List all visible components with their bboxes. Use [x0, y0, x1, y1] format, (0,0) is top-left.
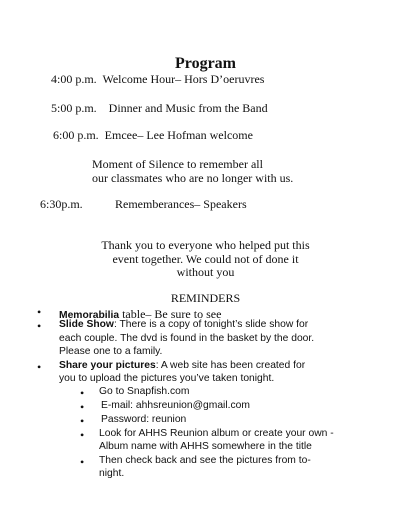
- thanks-line-2: event together. We could not of done it: [112, 252, 299, 266]
- bullet-icon: •: [37, 319, 42, 333]
- reminder-share-label: Share your pictures: [59, 360, 156, 371]
- reminder-slideshow-text: : There is a copy of tonight’s slide show for: [113, 319, 309, 330]
- reminder-share-line-1: [59, 360, 305, 371]
- reminder-slideshow-label: Slide Show: [59, 319, 114, 330]
- share-sub-check-line-2: night.: [99, 468, 125, 479]
- silence-line-2: our classmates who are no longer with us.: [92, 171, 294, 185]
- page-title: Program: [174, 55, 236, 72]
- silence-line-1: Moment of Silence to remember all: [92, 157, 263, 171]
- share-sub-email: E-mail: ahhsreunion@gmail.com: [101, 400, 250, 411]
- share-sub-goto: Go to Snapfish.com: [99, 386, 190, 397]
- schedule-time: 5:00 p.m.: [51, 101, 97, 115]
- bullet-icon: •: [80, 455, 85, 469]
- bullet-icon: •: [80, 400, 85, 414]
- share-sub-look-line-1: Look for AHHS Reunion album or create your own -: [99, 428, 334, 439]
- thanks-line-1: Thank you to everyone who helped put this: [101, 238, 310, 252]
- bullet-icon: •: [37, 305, 42, 319]
- bullet-icon: •: [80, 428, 85, 442]
- schedule-row-emcee: [53, 128, 253, 143]
- schedule-row-dinner: [51, 101, 268, 116]
- reminder-slideshow-line-1: [59, 319, 308, 330]
- schedule-time: 4:00 p.m.: [51, 72, 97, 86]
- schedule-text: Emcee– Lee Hofman welcome: [104, 128, 253, 142]
- reminder-memorabilia-text: table– Be sure to see: [119, 307, 222, 321]
- share-sub-password: Password: reunion: [101, 414, 187, 425]
- remembrances-time: 6:30p.m.: [40, 197, 83, 211]
- reminder-slideshow-line-2: each couple. The dvd is found in the basket by the door.: [59, 333, 315, 344]
- share-sub-check-line-1: Then check back and see the pictures from to-: [99, 455, 311, 466]
- schedule-text: Dinner and Music from the Band: [108, 101, 268, 115]
- schedule-time: 6:00 p.m.: [53, 128, 99, 142]
- reminder-slideshow-line-3: Please one to a family.: [59, 346, 163, 357]
- schedule-text: Welcome Hour– Hors D’oeruvres: [102, 72, 265, 86]
- bullet-icon: •: [80, 414, 85, 428]
- bullet-icon: •: [37, 360, 42, 374]
- reminder-share-line-2: you to upload the pictures you’ve taken tonight.: [59, 373, 275, 384]
- reminder-memorabilia-label: Memorabilia: [59, 310, 120, 321]
- schedule-row-welcome: [51, 72, 264, 87]
- reminder-share-text: : A web site has been created for: [155, 360, 306, 371]
- bullet-icon: •: [80, 386, 85, 400]
- reminders-title: REMINDERS: [170, 291, 241, 305]
- share-sub-look-line-2: Album name with AHHS somewhere in the title: [99, 441, 312, 452]
- remembrances-text: Rememberances– Speakers: [115, 197, 247, 211]
- thanks-line-3: without you: [176, 265, 235, 279]
